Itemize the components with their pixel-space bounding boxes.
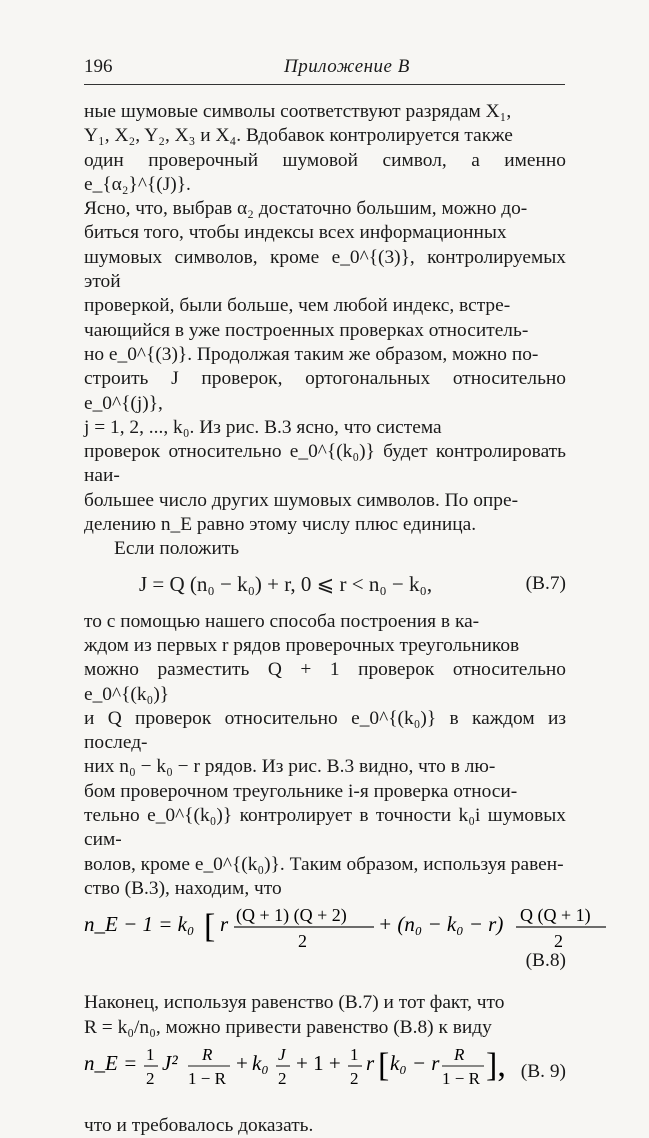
text-line: ные шумовые символы соответствуют разрядам X₁, (84, 101, 512, 122)
text-line: что и требовалось доказать. (84, 1114, 314, 1136)
eq9-lhs: n_E = (84, 1050, 138, 1075)
paragraph-5 (84, 1114, 566, 1138)
text-line: строить J проверок, ортогональных относительно e_0^{(j)}, (84, 368, 566, 414)
text-line: и Q проверок относительно e_0^{(k₀)} в каждом из послед- (84, 707, 566, 754)
text-line: Ясно, что, выбрав α₂ достаточно большим, можно до- (84, 198, 528, 220)
eq9-open-bracket: [ (378, 1046, 390, 1084)
equation-b7 (84, 562, 566, 602)
text-line: можно разместить Q + 1 проверок относительно e_0^{(k₀)} (84, 659, 566, 705)
equation-b9 (84, 1040, 566, 1096)
text-line: ждом из первых r рядов проверочных треугольников (84, 634, 520, 656)
header-rule (84, 84, 565, 85)
text-line: R = k₀/n₀, можно привести равенство (В.8) к виду (84, 1016, 492, 1038)
equation-b9-body (84, 1040, 504, 1096)
text-line: Y₁, X₂, Y₂, X₃ и X₄. Вдобавок контролируется также (84, 125, 513, 147)
paragraph-1 (84, 100, 566, 537)
eq9-frac-R-num: R (202, 1044, 213, 1064)
equation-b8-body (84, 901, 591, 961)
eq8-lhs: n_E − 1 = k₀ (84, 912, 195, 937)
text-line: то с помощью нашего способа построения в ка- (84, 610, 480, 632)
text-line: Если положить (114, 538, 240, 560)
text-line: тельно e_0^{(k₀)} контролирует в точности k₀i шумовых сим- (84, 805, 566, 851)
eq9-half-num: 1 (146, 1044, 155, 1064)
text-line: Наконец, используя равенство (В.7) и тот факт, что (84, 992, 505, 1014)
eq9-half-den: 2 (146, 1068, 155, 1088)
equation-number: (В.8) (525, 950, 566, 972)
text-line: делению n_E равно этому числу плюс единица. (84, 514, 477, 536)
text-line: один проверочный шумовой символ, а именно e_{α₂}^{(J)}. (84, 149, 566, 195)
paragraph-4 (84, 991, 566, 1040)
equation-number: (В. 9) (520, 1060, 566, 1082)
text-line: бом проверочном треугольнике i-я проверка относи- (84, 780, 518, 802)
text-line: чающийся в уже построенных проверках относитель- (84, 319, 529, 341)
eq9-r: r (366, 1050, 375, 1075)
page-body (84, 100, 591, 1138)
eq8-r: r (220, 912, 229, 937)
text-line: проверок относительно e_0^{(k₀)} будет контролировать наи- (84, 441, 566, 487)
eq9-close-bracket: ], (486, 1046, 506, 1084)
eq9-frac-R2-num: R (454, 1044, 465, 1064)
paragraph-2 (84, 537, 566, 561)
eq8-frac2-num: Q (Q + 1) (520, 905, 591, 926)
page-number: 196 (84, 56, 113, 77)
page-header (84, 56, 565, 86)
text-line: j = 1, 2, ..., k₀. Из рис. В.3 ясно, что система (84, 416, 442, 438)
running-title: Приложение В (284, 56, 410, 77)
eq9-k0-minus-r: k₀ − r (390, 1050, 440, 1075)
eq9-J2: J² (162, 1050, 178, 1075)
eq9-plus: + (236, 1050, 248, 1075)
text-line: волов, кроме e_0^{(k₀)}. Таким образом, используя равен- (84, 853, 564, 875)
eq9-frac-J-num: J (278, 1044, 286, 1064)
eq9-half2-den: 2 (350, 1068, 359, 1088)
equation-b7-body: J = Q (n₀ − k₀) + r, 0 ⩽ r < n₀ − k₀, (139, 571, 433, 596)
text-line: большее число других шумовых символов. По опре- (84, 489, 519, 511)
equation-b8 (84, 901, 591, 977)
text-line: шумовых символов, кроме e_0^{(3)}, контролируемых этой (84, 246, 566, 293)
text-line: но e_0^{(3)}. Продолжая таким же образом, можно по- (84, 343, 539, 365)
text-line: них n₀ − k₀ − r рядов. Из рис. В.3 видно, что в лю- (84, 756, 496, 778)
eq9-plus-one: + 1 + (296, 1050, 341, 1075)
text-line: биться того, чтобы индексы всех информационных (84, 222, 507, 244)
text-line: ство (В.3), находим, что (84, 877, 282, 899)
text-line: проверкой, были больше, чем любой индекс, встре- (84, 295, 511, 317)
eq8-frac1-num: (Q + 1) (Q + 2) (236, 905, 347, 926)
eq9-frac-R-den: 1 − R (188, 1068, 226, 1088)
eq8-frac1-den: 2 (298, 931, 307, 952)
paragraph-3 (84, 610, 566, 902)
equation-number: (В.7) (525, 572, 566, 594)
eq9-half2-num: 1 (350, 1044, 359, 1064)
eq8-frac2-den: 2 (554, 931, 563, 952)
eq9-frac-R2-den: 1 − R (442, 1068, 480, 1088)
eq8-open-bracket: [ (204, 908, 216, 946)
eq9-k0: k₀ (252, 1050, 269, 1075)
eq8-term2: + (n₀ − k₀ − r) (378, 912, 504, 937)
eq9-frac-J-den: 2 (278, 1068, 287, 1088)
